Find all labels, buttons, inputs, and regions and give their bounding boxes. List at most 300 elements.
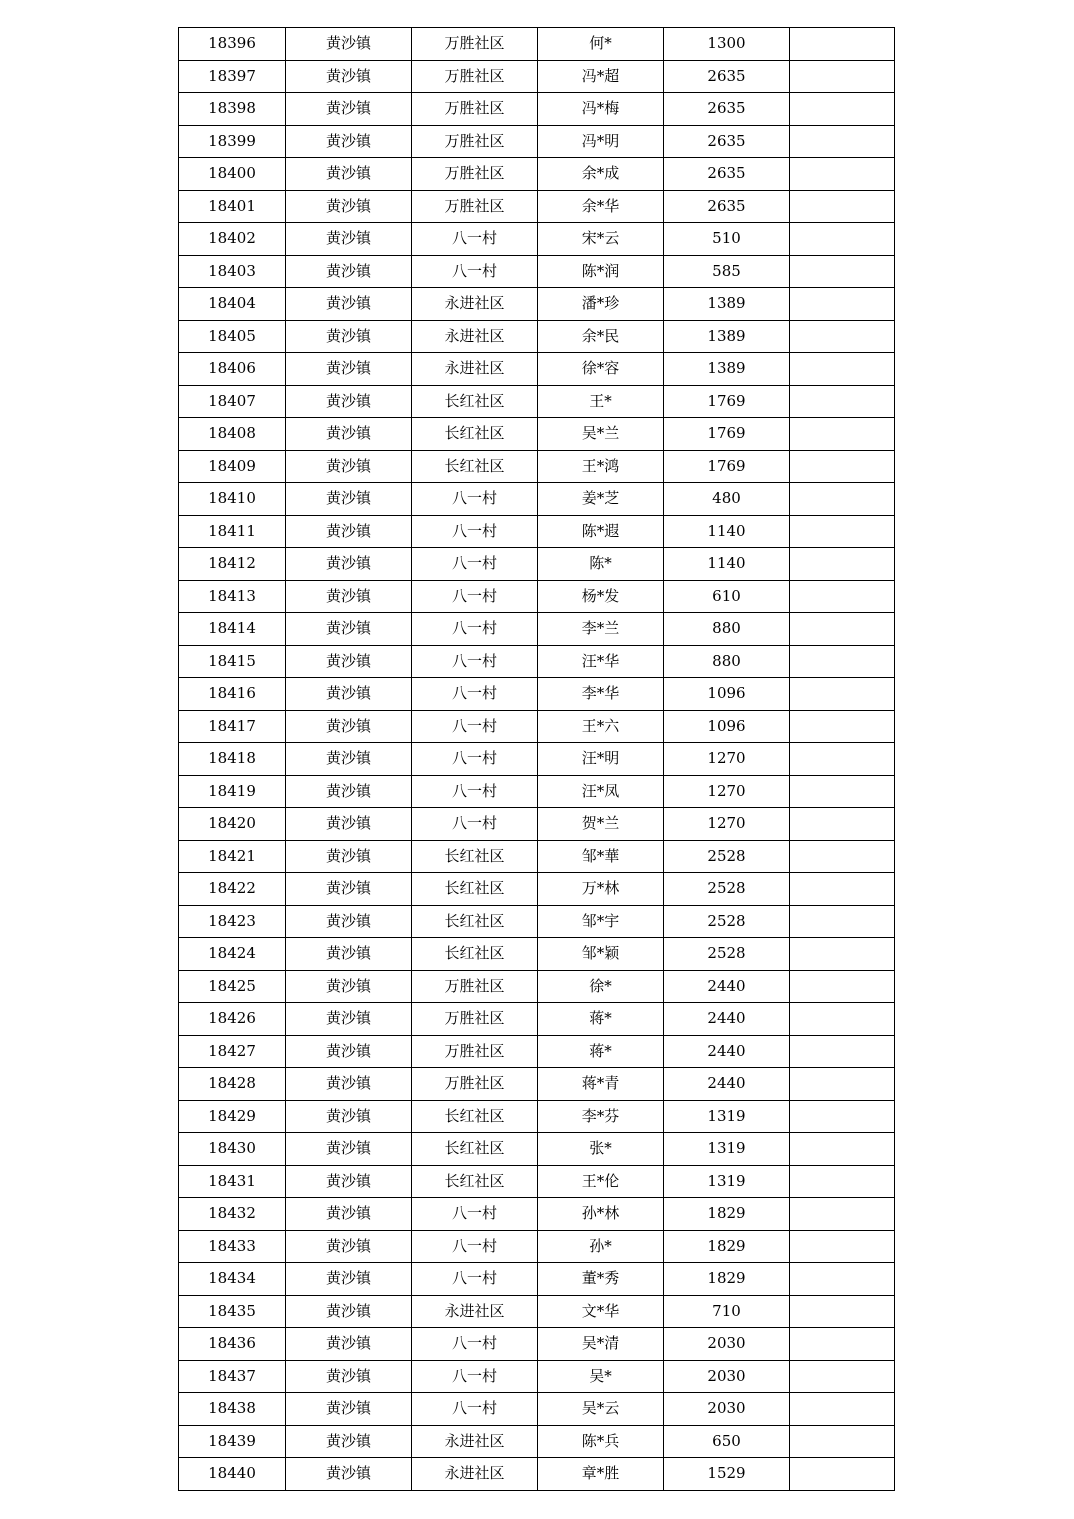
remarks-cell [790,1035,895,1068]
table-row [179,580,895,613]
serial-number-cell: 18405 [179,320,286,353]
serial-number-cell: 18400 [179,158,286,191]
town-cell: 黄沙镇 [286,1133,412,1166]
table-row [179,483,895,516]
table-row [179,873,895,906]
serial-number-cell: 18412 [179,548,286,581]
remarks-cell [790,1230,895,1263]
remarks-cell [790,483,895,516]
table-row [179,905,895,938]
table-row [179,970,895,1003]
amount-cell: 2635 [664,60,790,93]
amount-cell: 1529 [664,1458,790,1491]
town-cell: 黄沙镇 [286,1003,412,1036]
community-cell: 永进社区 [412,320,538,353]
table-row [179,710,895,743]
community-cell: 长红社区 [412,1133,538,1166]
amount-cell: 2635 [664,158,790,191]
remarks-cell [790,1328,895,1361]
town-cell: 黄沙镇 [286,125,412,158]
table-row [179,1165,895,1198]
serial-number-cell: 18439 [179,1425,286,1458]
community-cell: 八一村 [412,613,538,646]
serial-number-cell: 18428 [179,1068,286,1101]
community-cell: 万胜社区 [412,93,538,126]
community-cell: 万胜社区 [412,970,538,1003]
amount-cell: 2030 [664,1328,790,1361]
name-cell: 汪*凤 [538,775,664,808]
table-row [179,743,895,776]
remarks-cell [790,775,895,808]
remarks-cell [790,613,895,646]
town-cell: 黄沙镇 [286,613,412,646]
town-cell: 黄沙镇 [286,938,412,971]
table-row [179,418,895,451]
serial-number-cell: 18409 [179,450,286,483]
remarks-cell [790,385,895,418]
community-cell: 八一村 [412,1328,538,1361]
community-cell: 八一村 [412,255,538,288]
serial-number-cell: 18408 [179,418,286,451]
town-cell: 黄沙镇 [286,1198,412,1231]
serial-number-cell: 18426 [179,1003,286,1036]
community-cell: 万胜社区 [412,1068,538,1101]
serial-number-cell: 18438 [179,1393,286,1426]
remarks-cell [790,710,895,743]
remarks-cell [790,353,895,386]
community-cell: 永进社区 [412,1425,538,1458]
town-cell: 黄沙镇 [286,1295,412,1328]
remarks-cell [790,1133,895,1166]
table-row [179,840,895,873]
town-cell: 黄沙镇 [286,1100,412,1133]
town-cell: 黄沙镇 [286,970,412,1003]
amount-cell: 2440 [664,1068,790,1101]
amount-cell: 2440 [664,1003,790,1036]
amount-cell: 2030 [664,1393,790,1426]
remarks-cell [790,288,895,321]
remarks-cell [790,743,895,776]
town-cell: 黄沙镇 [286,320,412,353]
serial-number-cell: 18425 [179,970,286,1003]
remarks-cell [790,1360,895,1393]
community-cell: 八一村 [412,678,538,711]
table-row [179,1100,895,1133]
table-row [179,1295,895,1328]
table-row [179,93,895,126]
community-cell: 长红社区 [412,385,538,418]
name-cell: 余*华 [538,190,664,223]
amount-cell: 1300 [664,28,790,61]
community-cell: 八一村 [412,743,538,776]
serial-number-cell: 18415 [179,645,286,678]
amount-cell: 880 [664,613,790,646]
town-cell: 黄沙镇 [286,1230,412,1263]
remarks-cell [790,1263,895,1296]
amount-cell: 2635 [664,93,790,126]
name-cell: 冯*明 [538,125,664,158]
serial-number-cell: 18433 [179,1230,286,1263]
table-row [179,515,895,548]
table-row [179,125,895,158]
table-row [179,320,895,353]
table-row [179,190,895,223]
amount-cell: 1769 [664,450,790,483]
amount-cell: 1769 [664,385,790,418]
serial-number-cell: 18420 [179,808,286,841]
town-cell: 黄沙镇 [286,743,412,776]
town-cell: 黄沙镇 [286,450,412,483]
serial-number-cell: 18402 [179,223,286,256]
serial-number-cell: 18410 [179,483,286,516]
remarks-cell [790,645,895,678]
community-cell: 长红社区 [412,840,538,873]
town-cell: 黄沙镇 [286,353,412,386]
table-row [179,808,895,841]
amount-cell: 2030 [664,1360,790,1393]
table-row [179,353,895,386]
community-cell: 八一村 [412,1198,538,1231]
serial-number-cell: 18432 [179,1198,286,1231]
name-cell: 贺*兰 [538,808,664,841]
table-row [179,60,895,93]
community-cell: 永进社区 [412,288,538,321]
remarks-cell [790,158,895,191]
town-cell: 黄沙镇 [286,1360,412,1393]
name-cell: 邹*宇 [538,905,664,938]
name-cell: 徐*容 [538,353,664,386]
community-cell: 八一村 [412,580,538,613]
table-row [179,450,895,483]
town-cell: 黄沙镇 [286,580,412,613]
amount-cell: 1319 [664,1100,790,1133]
name-cell: 董*秀 [538,1263,664,1296]
amount-cell: 2635 [664,125,790,158]
serial-number-cell: 18427 [179,1035,286,1068]
remarks-cell [790,320,895,353]
table-row [179,1360,895,1393]
name-cell: 杨*发 [538,580,664,613]
remarks-cell [790,678,895,711]
remarks-cell [790,60,895,93]
town-cell: 黄沙镇 [286,93,412,126]
name-cell: 吴*清 [538,1328,664,1361]
serial-number-cell: 18403 [179,255,286,288]
remarks-cell [790,28,895,61]
table-row [179,938,895,971]
name-cell: 余*民 [538,320,664,353]
town-cell: 黄沙镇 [286,288,412,321]
name-cell: 陈*遐 [538,515,664,548]
name-cell: 王*鸿 [538,450,664,483]
table-row [179,1458,895,1491]
name-cell: 徐* [538,970,664,1003]
table-row [179,1035,895,1068]
amount-cell: 510 [664,223,790,256]
amount-cell: 1096 [664,710,790,743]
table-row [179,28,895,61]
serial-number-cell: 18440 [179,1458,286,1491]
table-row [179,255,895,288]
serial-number-cell: 18414 [179,613,286,646]
name-cell: 蒋* [538,1003,664,1036]
town-cell: 黄沙镇 [286,28,412,61]
remarks-cell [790,1165,895,1198]
town-cell: 黄沙镇 [286,873,412,906]
amount-cell: 1140 [664,515,790,548]
table-row [179,1230,895,1263]
serial-number-cell: 18424 [179,938,286,971]
community-cell: 万胜社区 [412,1035,538,1068]
remarks-cell [790,808,895,841]
town-cell: 黄沙镇 [286,1068,412,1101]
town-cell: 黄沙镇 [286,840,412,873]
serial-number-cell: 18397 [179,60,286,93]
remarks-cell [790,905,895,938]
name-cell: 章*胜 [538,1458,664,1491]
name-cell: 孙*林 [538,1198,664,1231]
serial-number-cell: 18437 [179,1360,286,1393]
community-cell: 长红社区 [412,938,538,971]
community-cell: 八一村 [412,548,538,581]
amount-cell: 1389 [664,320,790,353]
community-cell: 八一村 [412,1263,538,1296]
name-cell: 李*芬 [538,1100,664,1133]
name-cell: 陈*兵 [538,1425,664,1458]
name-cell: 吴* [538,1360,664,1393]
remarks-cell [790,1198,895,1231]
amount-cell: 1769 [664,418,790,451]
table-row [179,1003,895,1036]
amount-cell: 2528 [664,938,790,971]
serial-number-cell: 18416 [179,678,286,711]
table-row [179,1068,895,1101]
name-cell: 孙* [538,1230,664,1263]
town-cell: 黄沙镇 [286,548,412,581]
serial-number-cell: 18399 [179,125,286,158]
name-cell: 蒋*青 [538,1068,664,1101]
amount-cell: 710 [664,1295,790,1328]
table-row [179,613,895,646]
serial-number-cell: 18429 [179,1100,286,1133]
table-row [179,158,895,191]
serial-number-cell: 18423 [179,905,286,938]
town-cell: 黄沙镇 [286,223,412,256]
amount-cell: 1829 [664,1263,790,1296]
community-cell: 八一村 [412,483,538,516]
serial-number-cell: 18411 [179,515,286,548]
table-row [179,223,895,256]
name-cell: 余*成 [538,158,664,191]
community-cell: 长红社区 [412,450,538,483]
community-cell: 八一村 [412,1360,538,1393]
serial-number-cell: 18413 [179,580,286,613]
community-cell: 长红社区 [412,1165,538,1198]
community-cell: 长红社区 [412,418,538,451]
community-cell: 八一村 [412,515,538,548]
remarks-cell [790,190,895,223]
town-cell: 黄沙镇 [286,905,412,938]
table-row [179,1393,895,1426]
town-cell: 黄沙镇 [286,1458,412,1491]
town-cell: 黄沙镇 [286,418,412,451]
remarks-cell [790,255,895,288]
remarks-cell [790,515,895,548]
town-cell: 黄沙镇 [286,775,412,808]
table-row [179,1198,895,1231]
amount-cell: 1270 [664,775,790,808]
town-cell: 黄沙镇 [286,255,412,288]
amount-cell: 1270 [664,808,790,841]
remarks-cell [790,1393,895,1426]
name-cell: 李*兰 [538,613,664,646]
remarks-cell [790,1295,895,1328]
amount-cell: 2440 [664,970,790,1003]
remarks-cell [790,938,895,971]
table-row [179,678,895,711]
table-row [179,548,895,581]
amount-cell: 1096 [664,678,790,711]
community-cell: 永进社区 [412,353,538,386]
table-row [179,1328,895,1361]
community-cell: 八一村 [412,710,538,743]
data-table [178,27,895,1491]
name-cell: 冯*梅 [538,93,664,126]
amount-cell: 1319 [664,1133,790,1166]
serial-number-cell: 18398 [179,93,286,126]
community-cell: 万胜社区 [412,60,538,93]
table-row [179,1263,895,1296]
community-cell: 八一村 [412,223,538,256]
table-row [179,1133,895,1166]
community-cell: 八一村 [412,1230,538,1263]
serial-number-cell: 18421 [179,840,286,873]
name-cell: 张* [538,1133,664,1166]
name-cell: 吴*兰 [538,418,664,451]
town-cell: 黄沙镇 [286,158,412,191]
amount-cell: 1319 [664,1165,790,1198]
name-cell: 吴*云 [538,1393,664,1426]
table-row [179,288,895,321]
community-cell: 万胜社区 [412,190,538,223]
amount-cell: 585 [664,255,790,288]
community-cell: 八一村 [412,645,538,678]
amount-cell: 2528 [664,840,790,873]
amount-cell: 2528 [664,873,790,906]
amount-cell: 1140 [664,548,790,581]
serial-number-cell: 18406 [179,353,286,386]
community-cell: 八一村 [412,808,538,841]
name-cell: 何* [538,28,664,61]
name-cell: 王*六 [538,710,664,743]
remarks-cell [790,1458,895,1491]
remarks-cell [790,1003,895,1036]
town-cell: 黄沙镇 [286,1263,412,1296]
town-cell: 黄沙镇 [286,515,412,548]
remarks-cell [790,873,895,906]
town-cell: 黄沙镇 [286,1328,412,1361]
amount-cell: 480 [664,483,790,516]
name-cell: 汪*华 [538,645,664,678]
name-cell: 陈* [538,548,664,581]
serial-number-cell: 18407 [179,385,286,418]
community-cell: 长红社区 [412,873,538,906]
community-cell: 长红社区 [412,1100,538,1133]
serial-number-cell: 18419 [179,775,286,808]
serial-number-cell: 18401 [179,190,286,223]
name-cell: 王* [538,385,664,418]
table-row [179,1425,895,1458]
table-row [179,385,895,418]
town-cell: 黄沙镇 [286,1393,412,1426]
remarks-cell [790,580,895,613]
amount-cell: 2440 [664,1035,790,1068]
name-cell: 万*林 [538,873,664,906]
remarks-cell [790,93,895,126]
remarks-cell [790,970,895,1003]
amount-cell: 2528 [664,905,790,938]
name-cell: 陈*润 [538,255,664,288]
town-cell: 黄沙镇 [286,190,412,223]
serial-number-cell: 18434 [179,1263,286,1296]
town-cell: 黄沙镇 [286,1035,412,1068]
name-cell: 潘*珍 [538,288,664,321]
community-cell: 永进社区 [412,1458,538,1491]
name-cell: 王*伦 [538,1165,664,1198]
name-cell: 文*华 [538,1295,664,1328]
town-cell: 黄沙镇 [286,1165,412,1198]
name-cell: 蒋* [538,1035,664,1068]
amount-cell: 880 [664,645,790,678]
name-cell: 汪*明 [538,743,664,776]
community-cell: 万胜社区 [412,28,538,61]
serial-number-cell: 18396 [179,28,286,61]
town-cell: 黄沙镇 [286,678,412,711]
name-cell: 宋*云 [538,223,664,256]
amount-cell: 610 [664,580,790,613]
serial-number-cell: 18422 [179,873,286,906]
town-cell: 黄沙镇 [286,483,412,516]
remarks-cell [790,223,895,256]
table-row [179,775,895,808]
amount-cell: 2635 [664,190,790,223]
remarks-cell [790,125,895,158]
remarks-cell [790,418,895,451]
remarks-cell [790,548,895,581]
name-cell: 姜*芝 [538,483,664,516]
town-cell: 黄沙镇 [286,710,412,743]
town-cell: 黄沙镇 [286,60,412,93]
amount-cell: 1389 [664,353,790,386]
name-cell: 邹*颖 [538,938,664,971]
community-cell: 永进社区 [412,1295,538,1328]
community-cell: 万胜社区 [412,1003,538,1036]
remarks-cell [790,1425,895,1458]
town-cell: 黄沙镇 [286,808,412,841]
amount-cell: 650 [664,1425,790,1458]
table-body [179,28,895,1491]
remarks-cell [790,1068,895,1101]
town-cell: 黄沙镇 [286,1425,412,1458]
table-row [179,645,895,678]
serial-number-cell: 18436 [179,1328,286,1361]
town-cell: 黄沙镇 [286,385,412,418]
serial-number-cell: 18417 [179,710,286,743]
amount-cell: 1829 [664,1230,790,1263]
serial-number-cell: 18430 [179,1133,286,1166]
remarks-cell [790,840,895,873]
name-cell: 冯*超 [538,60,664,93]
